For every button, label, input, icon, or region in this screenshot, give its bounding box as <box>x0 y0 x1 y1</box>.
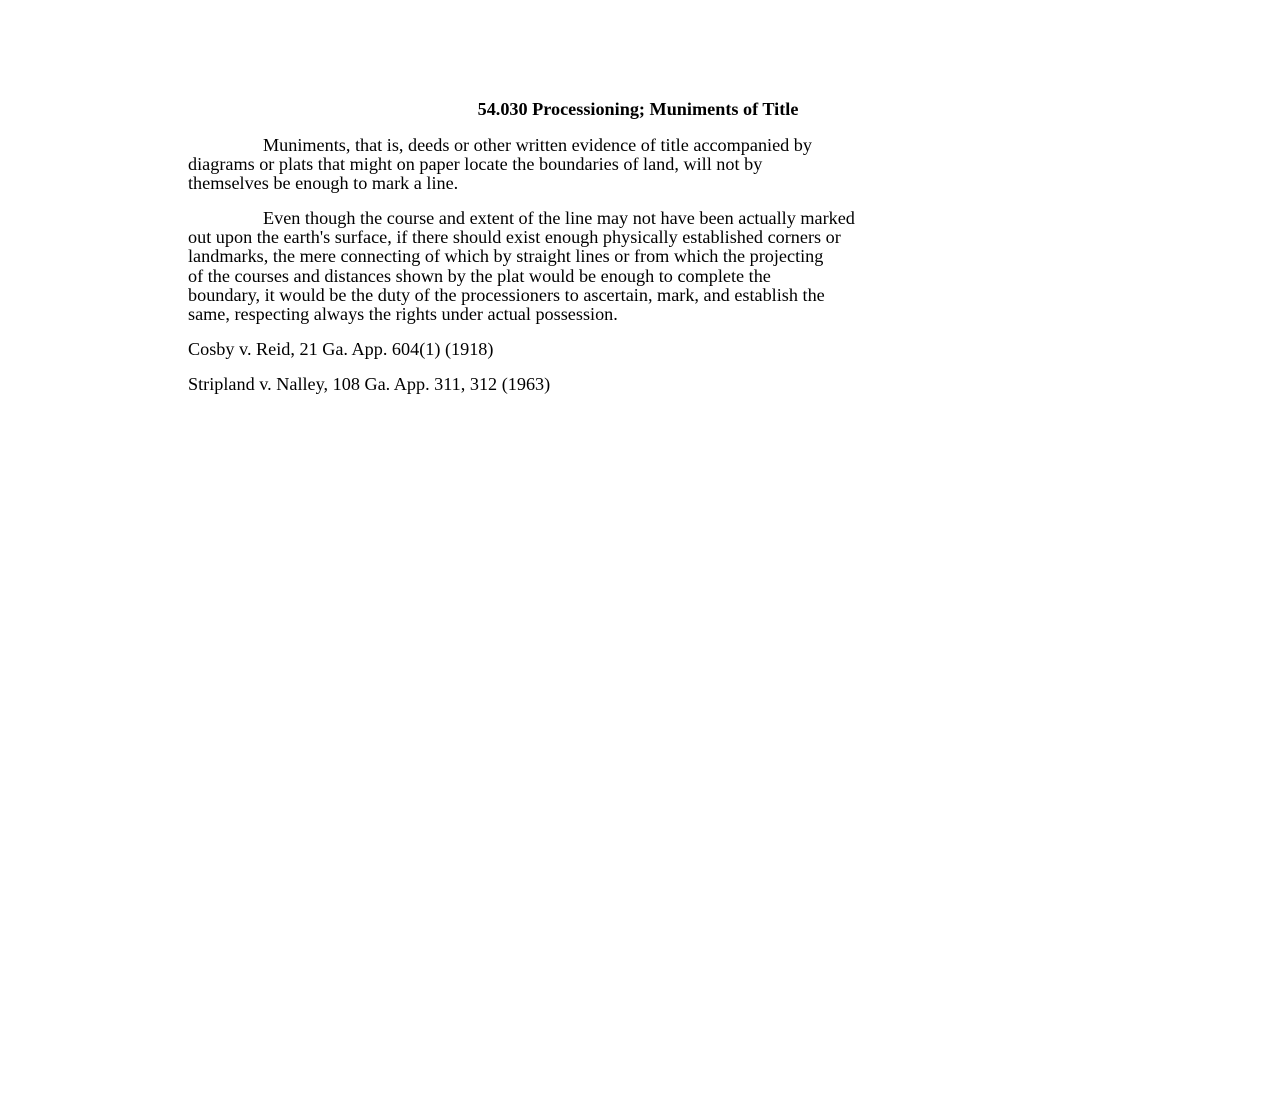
paragraph-line: out upon the earth's surface, if there should exist enough physically established corners or <box>188 227 841 248</box>
document-title: 54.030 Processioning; Muniments of Title <box>477 99 799 119</box>
paragraph-line: landmarks, the mere connecting of which by straight lines or from which the projecting <box>188 246 824 267</box>
paragraph-muniments <box>188 136 1088 193</box>
paragraph-line: boundary, it would be the duty of the processioners to ascertain, mark, and establish the <box>188 284 825 305</box>
citation-stripland: Stripland v. Nalley, 108 Ga. App. 311, 312 (1963) <box>188 373 551 394</box>
paragraph-line: diagrams or plats that might on paper locate the boundaries of land, will not by <box>188 154 763 175</box>
paragraph-processioners-duty <box>188 209 1088 324</box>
citation-cosby: Cosby v. Reid, 21 Ga. App. 604(1) (1918) <box>188 338 494 359</box>
paragraph-line: Muniments, that is, deeds or other written evidence of title accompanied by <box>263 135 812 155</box>
paragraph-line: same, respecting always the rights under actual possession. <box>188 303 618 324</box>
paragraph-line: themselves be enough to mark a line. <box>188 173 459 194</box>
document-page <box>188 98 1088 410</box>
paragraph-line: of the courses and distances shown by the plat would be enough to complete the <box>188 265 771 286</box>
paragraph-line: Even though the course and extent of the line may not have been actually marked <box>263 208 855 229</box>
